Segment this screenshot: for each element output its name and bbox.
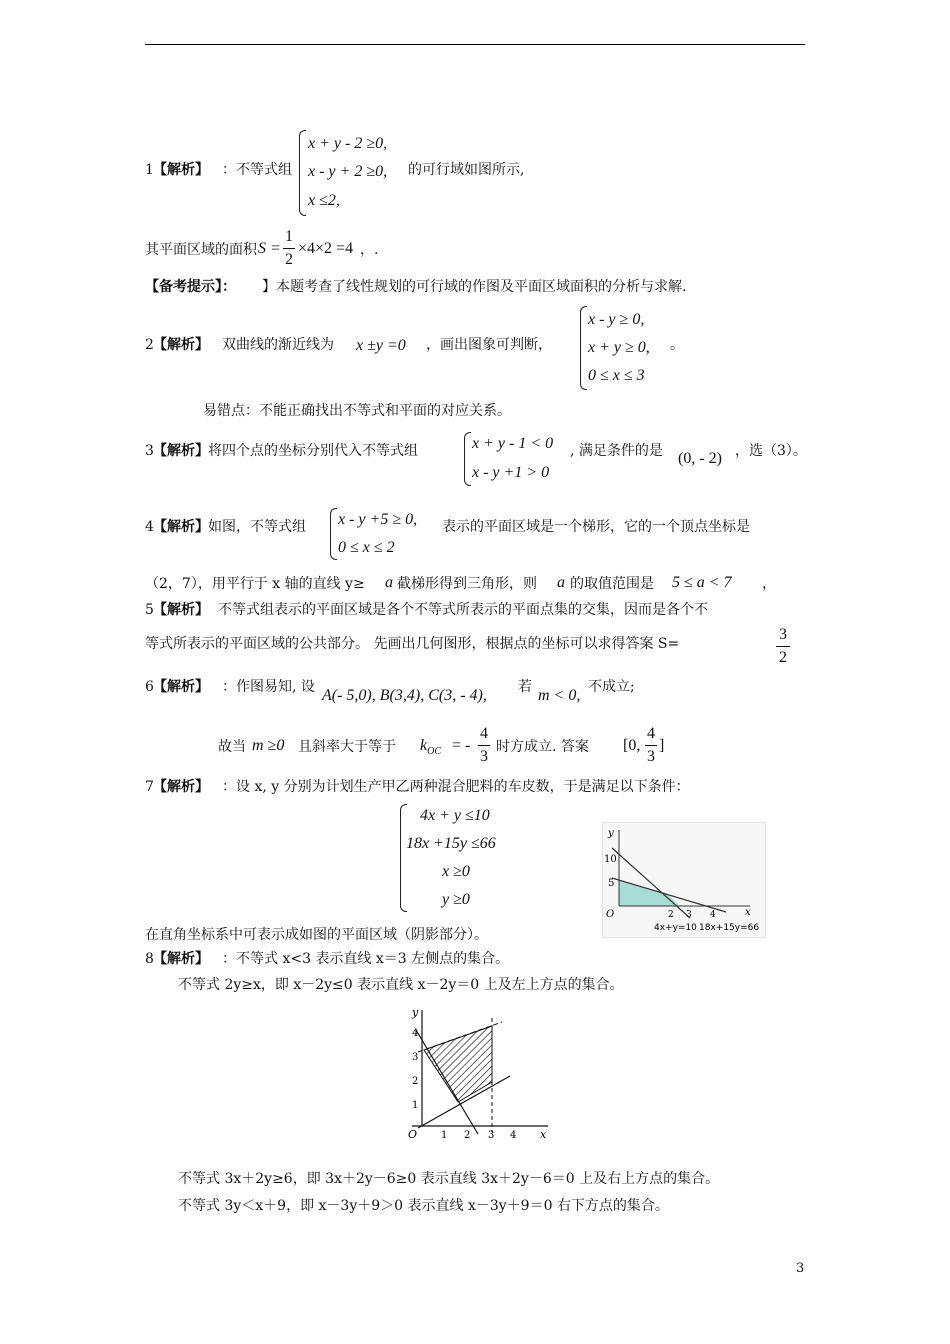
p7-sys-1: 4x + y ≤10 xyxy=(420,807,490,824)
p6-line2a: 故当 xyxy=(218,739,246,755)
p3-point: (0, - 2) xyxy=(678,450,722,467)
p4-sys-2: 0 ≤ x ≤ 2 xyxy=(338,539,395,556)
p1-tail: 的可行域如图所示, xyxy=(408,162,525,178)
p6-ans-open: [0, xyxy=(623,737,641,754)
p1-sys-1: x + y - 2 ≥0, xyxy=(308,135,388,152)
tip-text: 】本题考查了线性规划的可行域的作图及平面区域面积的分析与求解. xyxy=(262,279,687,295)
p4-tag: 【解析】 xyxy=(153,519,209,535)
p5-number: 5 xyxy=(145,602,154,618)
p8-fig-y: y xyxy=(412,1006,419,1019)
p6-cond: m < 0, xyxy=(538,687,581,704)
p8-line2: 不等式 2y≥x，即 x－2y≤0 表示直线 x－2y＝0 上及左上方点的集合。 xyxy=(178,977,624,993)
p2-lead: 双曲线的渐近线为 xyxy=(222,337,334,353)
p7-fig-tick-5: 5 xyxy=(608,878,615,889)
p4-a-2: a xyxy=(557,574,565,591)
p3-brace xyxy=(464,432,471,486)
p2-note: 易错点：不能正确找出不等式和平面的对应关系。 xyxy=(203,403,511,419)
p7-figure xyxy=(602,822,766,938)
p4-brace xyxy=(330,508,337,560)
p1-area-fraction: 1 2 xyxy=(285,228,293,268)
p6-line2d: 时方成立. 答案 xyxy=(496,739,589,755)
p7-fig-tick-x2: 3 xyxy=(686,910,692,920)
p7-text: ：设 x, y 分别为计划生产甲乙两种混合肥料的车皮数，于是满足以下条件： xyxy=(222,779,690,795)
p7-figure-frame xyxy=(602,822,766,938)
p7-after: 在直角坐标系中可表示成如图的平面区域（阴影部分）。 xyxy=(145,927,488,943)
p8-fig-origin: O xyxy=(408,1128,418,1141)
p5-line1: 不等式组表示的平面区域是各个不等式所表示的平面点集的交集，因而是各个不 xyxy=(218,602,708,618)
p7-fig-tick-10: 10 xyxy=(604,854,617,865)
p2-sys-1: x - y ≥ 0, xyxy=(588,311,645,328)
p5-line2: 等式所表示的平面区域的公共部分。 先画出几何图形，根据点的坐标可以求得答案 S= xyxy=(145,636,680,652)
p7-fig-x: x xyxy=(745,907,751,918)
p6-number: 6 xyxy=(145,679,154,695)
p2-eq: x ±y =0 xyxy=(356,337,406,354)
p4-range: 5 ≤ a < 7 xyxy=(672,574,732,591)
p6-line2b: m ≥0 xyxy=(252,737,285,754)
p4-lead: 如图，不等式组 xyxy=(208,519,306,535)
p2-sys-3: 0 ≤ x ≤ 3 xyxy=(588,367,645,384)
p1-brace xyxy=(299,130,306,216)
p2-end: 。 xyxy=(670,337,684,353)
p7-sys-4: y ≥0 xyxy=(442,891,470,908)
header-rule xyxy=(145,44,805,45)
p7-fig-tick-x3: 4 xyxy=(710,910,716,920)
p7-fig-line2-label: 18x+15y=66 xyxy=(699,923,760,933)
p8-fig-xt-2: 2 xyxy=(464,1130,471,1141)
p7-sys-3: x ≥0 xyxy=(442,863,470,880)
p1-area-end: ，. xyxy=(360,242,379,258)
p7-sys-2: 18x +15y ≤66 xyxy=(406,835,496,852)
p8-fig-x: x xyxy=(540,1128,547,1141)
p3-tag: 【解析】 xyxy=(153,443,209,459)
p4-number: 4 xyxy=(145,519,154,535)
p6-line2c: 且斜率大于等于 xyxy=(298,739,396,755)
p8-fig-xt-3: 3 xyxy=(488,1130,495,1141)
p2-sys-2: x + y ≥ 0, xyxy=(588,339,650,356)
p6-points: A(- 5,0), B(3,4), C(3, - 4), xyxy=(322,687,487,704)
p8-line4: 不等式 3y＜x＋9，即 x－3y＋9＞0 表示直线 x－3y＋9＝0 右下方点的集合。 xyxy=(178,1198,669,1214)
p3-number: 3 xyxy=(145,443,154,459)
p8-tag: 【解析】 xyxy=(153,951,209,967)
p4-tail: 表示的平面区域是一个梯形，它的一个顶点坐标是 xyxy=(442,519,750,535)
p4-line2b: 截梯形得到三角形，则 xyxy=(397,576,537,592)
p7-fig-origin: O xyxy=(606,909,615,920)
p4-line2end: ， xyxy=(762,576,776,592)
p1-number: 1 xyxy=(145,162,154,178)
p6-answer-fraction: 4 3 xyxy=(647,725,655,765)
p6-koc: $k_{OC}$ xyxy=(420,737,442,758)
p1-sys-2: x - y + 2 ≥0, xyxy=(308,163,388,180)
p1-area-formula: S = xyxy=(258,240,281,257)
p3-end: ，选（3）。 xyxy=(735,443,807,459)
tip-tag: 【备考提示】： xyxy=(145,279,236,295)
p2-brace xyxy=(580,306,587,390)
p7-brace xyxy=(400,804,407,912)
p7-fig-y: y xyxy=(608,828,614,839)
p1-tag: 【解析】 xyxy=(153,162,209,178)
p4-sys-1: x - y +5 ≥ 0, xyxy=(338,511,418,528)
p4-a: a xyxy=(385,574,393,591)
p2-number: 2 xyxy=(145,337,154,353)
p1-area-rest: ×4×2 =4 xyxy=(298,240,354,257)
p8-line1: ：不等式 x<3 表示直线 x＝3 左侧点的集合。 xyxy=(222,951,510,967)
p8-figure xyxy=(398,1004,558,1142)
p3-mid: , 满足条件的是 xyxy=(570,443,663,459)
p6-tag: 【解析】 xyxy=(153,679,209,695)
p2-mid: ，画出图象可判断， xyxy=(426,337,552,353)
p8-fig-xt-4: 4 xyxy=(510,1130,517,1141)
p8-line3: 不等式 3x＋2y≥6，即 3x＋2y－6≥0 表示直线 3x＋2y－6＝0 上及右上方点的集合。 xyxy=(178,1171,720,1187)
p5-tag: 【解析】 xyxy=(153,602,209,618)
p3-sys-2: x - y +1 > 0 xyxy=(472,464,550,481)
p4-line2c: 的取值范围是 xyxy=(570,576,654,592)
p2-tag: 【解析】 xyxy=(153,337,209,353)
p1-area-lead: 其平面区域的面积 xyxy=(145,242,257,258)
p6-slope-fraction: 4 3 xyxy=(480,725,488,765)
p6-lead: ：作图易知, 设 xyxy=(222,679,315,695)
p3-sys-1: x + y - 1 < 0 xyxy=(472,435,554,452)
p1-sys-3: x ≤2, xyxy=(308,192,340,209)
p8-fig-xt-1: 1 xyxy=(441,1130,448,1141)
p3-lead: 将四个点的坐标分别代入不等式组 xyxy=(208,443,418,459)
p7-tag: 【解析】 xyxy=(153,779,209,795)
p6-ruo: 若 xyxy=(518,679,532,695)
p6-end: 不成立; xyxy=(588,679,635,695)
p7-fig-line1-label: 4x+y=10 xyxy=(654,923,697,933)
p7-fig-tick-x1: 2 xyxy=(668,910,674,920)
p8-fig-yt-3: 3 xyxy=(412,1052,419,1063)
page-number: 3 xyxy=(796,1261,805,1276)
p5-answer-fraction: 3 2 xyxy=(776,626,790,667)
p6-eq-minus: = - xyxy=(452,737,471,754)
p8-fig-yt-2: 2 xyxy=(412,1076,419,1087)
p1-lead: ：不等式组 xyxy=(222,162,292,178)
p4-line2: （2，7），用平行于 x 轴的直线 y≥ xyxy=(145,576,365,592)
p7-number: 7 xyxy=(145,779,154,795)
p8-fig-yt-1: 1 xyxy=(412,1100,419,1111)
p8-number: 8 xyxy=(145,951,154,967)
p8-fig-yt-4: 4 xyxy=(412,1028,419,1039)
p6-ans-close: ] xyxy=(659,737,665,754)
